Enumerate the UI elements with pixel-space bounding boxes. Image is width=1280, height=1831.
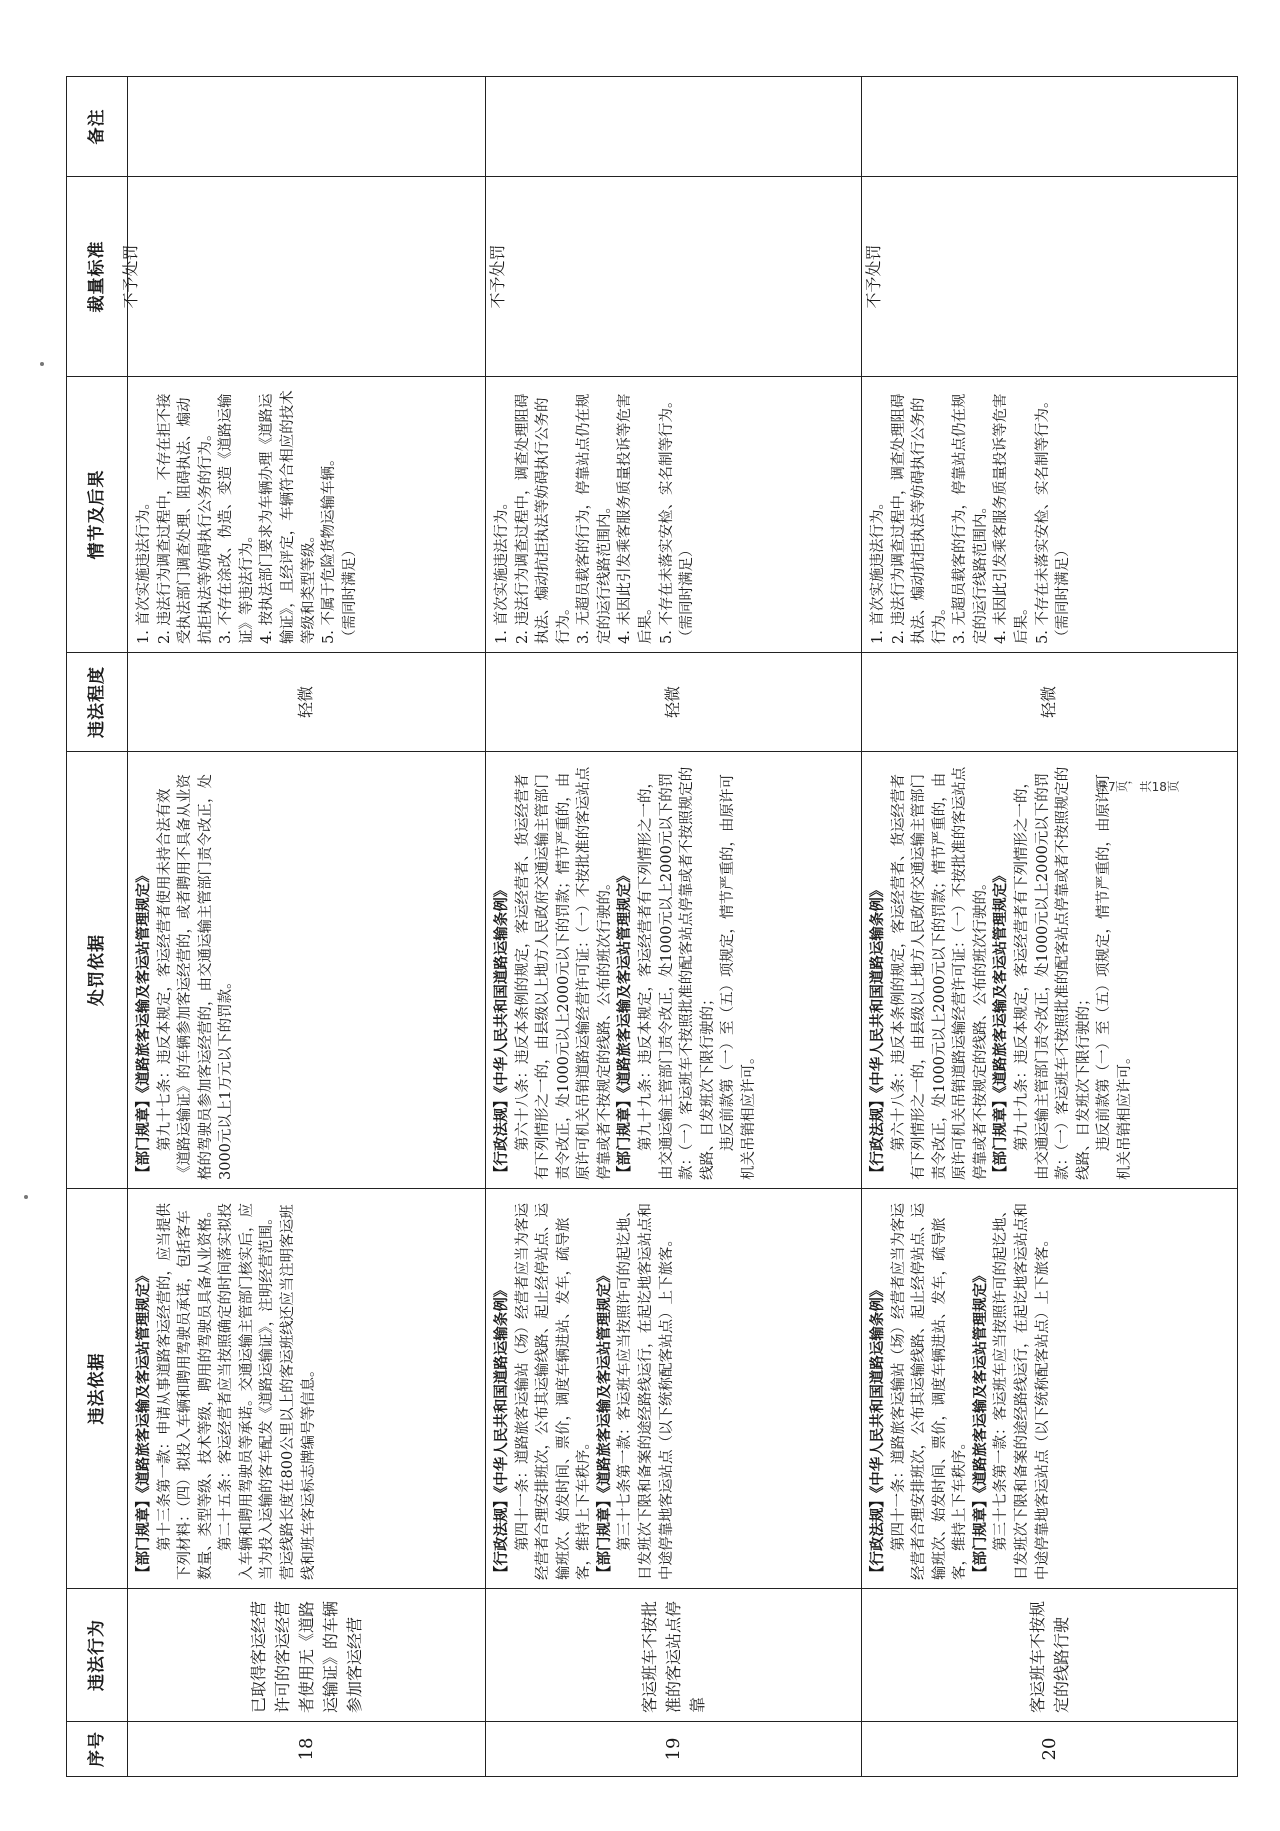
basis-cell: [862, 1189, 1238, 1589]
header-basis: 违法依据: [67, 1189, 128, 1589]
basis-cell: [486, 1189, 862, 1589]
header-degree: 违法程度: [67, 653, 128, 752]
penalty-cell: [862, 752, 1238, 1189]
standard-value: 不予处罚: [121, 244, 141, 309]
standard-cell: [862, 177, 1238, 377]
basis-clause: 第三十七条第一款：客运班车应当按照许可的起讫地、日发班次下限和备案的途经路线运行，在起讫地客运站点和中途停靠地客运站点（以下统称配客站点）上下旅客。: [617, 1203, 675, 1580]
basis-clause: 第四十一条：道路旅客运输站（场）经营者应当为客运经营者合理安排班次，公布其运输线路、起止经停站点、运输班次、始发时间、票价，调度车辆进站、发车，疏导旅客，维持上下车秩序。: [890, 1203, 969, 1580]
degree-value: 轻微: [1039, 686, 1059, 719]
penalty-source-title: 【部门规章】《道路旅客运输及客运站管理规定》: [992, 868, 1010, 1180]
table-row: [486, 77, 862, 1777]
circumstance-item: 5. 不存在未落实安检、实名制等行为。: [1034, 393, 1051, 644]
circumstance-item: 4. 按执法部门要求为车辆办理《道路运输证》，且经评定，车辆符合相应的技术等级和类型等级。: [259, 390, 317, 644]
act-cell: [486, 1589, 862, 1722]
standard-cell: [486, 177, 862, 377]
remark-cell: [486, 77, 862, 177]
penalty-clause: 违反前款第（一）至（五）项规定，情节严重的，由原许可机关吊销相应许可。: [720, 774, 757, 1180]
circumstance-item: 3. 无超员载客的行为，停靠站点仍在规定的运行线路范围内。: [952, 393, 989, 644]
circumstance-item: 3. 不存在涂改、伪造、变造《道路运输证》等违法行为。: [218, 393, 255, 644]
basis-source-title: 【行政法规】《中华人民共和国道路运输条例》: [869, 1282, 886, 1580]
circumstance-item: （需同时满足）: [341, 542, 358, 644]
standard-cell: [121, 177, 486, 377]
header-seq: 序号: [67, 1722, 128, 1777]
penalty-clause: 第六十八条：违反本条例的规定，客运经营者、货运经营者有下列情形之一的，由县级以上地方人民政府交通运输主管部门责令改正，处1000元以上2000元以下的罚款；情节严重的，由原许可机关吊销道路运输经营许可证：（一）不按批准的客运站点停靠或者不按规定的线路、公布的班次行驶的。: [514, 766, 613, 1180]
circumstance-item: 2. 违法行为调查过程中，调查处理阻碍执法、煽动抗拒执法等妨碍执行公务的行为。: [890, 393, 948, 644]
circumstance-item: 1. 首次实施违法行为。: [870, 495, 886, 644]
penalty-clause: 第九十九条：违反本规定，客运经营者有下列情形之一的，由交通运输主管部门责令改正，处1000元以上2000元以下的罚款：（一）客运班车不按照批准的配客站点停靠或者不按照规定的线路、日发班次下限行驶的；: [1014, 766, 1092, 1180]
degree-cell: [486, 653, 862, 752]
degree-value: 轻微: [663, 686, 683, 719]
header-remark: 备注: [67, 77, 128, 177]
seq-number: 19: [662, 1737, 684, 1761]
circumstance-item: 4. 未因此引发乘客服务质量投诉等危害后果。: [617, 393, 655, 644]
rotated-page: [66, 77, 1226, 1777]
standard-value: 不予处罚: [488, 244, 508, 309]
basis-source-title: 【部门规章】《道路旅客运输及客运站管理规定》: [135, 1268, 152, 1580]
circumstance-item: 1. 首次实施违法行为。: [494, 495, 510, 644]
circumstance-item: 1. 首次实施违法行为。: [136, 495, 152, 644]
penalty-discretion-table: [66, 76, 1238, 1777]
scan-speck: [40, 362, 44, 366]
circumstance-cell: [486, 377, 862, 653]
seq-cell: [862, 1722, 1238, 1777]
basis-clause: 第四十一条：道路旅客运输站（场）经营者应当为客运经营者合理安排班次，公布其运输线路、起止经停站点、运输班次、始发时间、票价，调度车辆进站、发车，疏导旅客，维持上下车秩序。: [514, 1203, 593, 1580]
degree-cell: [128, 653, 486, 752]
seq-cell: [128, 1722, 486, 1777]
basis-source-title: 【行政法规】《中华人民共和国道路运输条例》: [493, 1282, 510, 1580]
act-cell: [128, 1589, 486, 1722]
penalty-source-title: 【行政法规】《中华人民共和国道路运输条例》: [869, 882, 886, 1180]
circumstance-item: 5. 不属于危险货物运输车辆。: [321, 451, 338, 644]
circumstance-item: 3. 无超员载客的行为，停靠站点仍在规定的运行线路范围内。: [576, 393, 613, 644]
circumstance-cell: [128, 377, 486, 653]
basis-clause: 第二十五条：客运经营者应当按照确定的时间落实拟投入车辆和聘用驾驶员等承诺。交通运输主管部门核实后，应当为投入运输的客车配发《道路运输证》，注明经营范围。营运线路长度在800公里以上的客运班线还应当注明客运班线和班车客运标志牌编号等信息。: [218, 1203, 317, 1580]
violation-act: 客运班车不按批准的客运站点停靠: [639, 1600, 707, 1713]
seq-number: 20: [1038, 1737, 1060, 1761]
seq-number: 18: [295, 1737, 317, 1761]
circumstance-item: 4. 未因此引发乘客服务质量投诉等危害后果。: [993, 393, 1031, 644]
circumstance-item: 5. 不存在未落实安检、实名制等行为。: [658, 393, 675, 644]
header-penalty: 处罚依据: [67, 752, 128, 1189]
circumstance-cell: [862, 377, 1238, 653]
basis-cell: [128, 1189, 486, 1589]
penalty-clause: 第九十九条：违反本规定，客运经营者有下列情形之一的，由交通运输主管部门责令改正，处1000元以上2000元以下的罚款：（一）客运班车不按照批准的配客站点停靠或者不按照规定的线路、日发班次下限行驶的；: [638, 766, 716, 1180]
basis-source-title: 【部门规章】《道路旅客运输及客运站管理规定》: [595, 1268, 613, 1580]
header-act: 违法行为: [67, 1589, 128, 1722]
penalty-source-title: 【部门规章】《道路旅客运输及客运站管理规定》: [616, 868, 634, 1180]
degree-value: 轻微: [296, 686, 316, 719]
penalty-clause: 违反前款第（一）至（五）项规定，情节严重的，由原许可机关吊销相应许可。: [1096, 774, 1133, 1180]
remark-cell: [128, 77, 486, 177]
header-standard: 裁量标准: [67, 177, 128, 377]
page-footer: 第7页，共18页: [1096, 780, 1179, 794]
circumstance-item: 2. 违法行为调查过程中，不存在拒不接受执法部门调查处理、阻碍执法、煽动抗拒执法等妨碍执行公务的行为。: [156, 393, 214, 644]
degree-cell: [862, 653, 1238, 752]
seq-cell: [486, 1722, 862, 1777]
penalty-clause: 第九十七条：违反本规定，客运经营者使用未持合法有效《道路运输证》的车辆参加客运经营的，或者聘用不具备从业资格的驾驶员参加客运经营的，由交通运输主管部门责令改正，处3000元以上1万元以下的罚款。: [156, 774, 235, 1180]
circumstance-item: （需同时满足）: [679, 542, 696, 644]
penalty-clause: 第六十八条：违反本条例的规定，客运经营者、货运经营者有下列情形之一的，由县级以上地方人民政府交通运输主管部门责令改正，处1000元以上2000元以下的罚款；情节严重的，由原许可机关吊销道路运输经营许可证：（一）不按批准的客运站点停靠或者不按规定的线路、公布的班次行驶的。: [890, 766, 989, 1180]
table-row: [128, 77, 486, 1777]
remark-cell: [862, 77, 1238, 177]
penalty-source-title: 【行政法规】《中华人民共和国道路运输条例》: [493, 882, 510, 1180]
basis-clause: 第三十七条第一款：客运班车应当按照许可的起讫地、日发班次下限和备案的途经路线运行，在起讫地客运站点和中途停靠地客运站点（以下统称配客站点）上下旅客。: [993, 1203, 1051, 1580]
standard-value: 不予处罚: [864, 244, 884, 309]
penalty-cell: [128, 752, 486, 1189]
violation-act: 已取得客运经营许可的客运经营者使用无《道路运输证》的车辆参加客运经营: [248, 1600, 364, 1713]
basis-source-title: 【部门规章】《道路旅客运输及客运站管理规定》: [971, 1268, 989, 1580]
scan-speck: [24, 1195, 28, 1199]
penalty-source-title: 【部门规章】《道路旅客运输及客运站管理规定》: [135, 868, 152, 1180]
table-row: [862, 77, 1238, 1777]
penalty-cell: [486, 752, 862, 1189]
violation-act: 客运班车不按规定的线路行驶: [1027, 1600, 1071, 1713]
table-header-row: [67, 77, 128, 1777]
header-circumstance: 情节及后果: [67, 377, 128, 653]
circumstance-item: （需同时满足）: [1055, 542, 1072, 644]
act-cell: [862, 1589, 1238, 1722]
circumstance-item: 2. 违法行为调查过程中，调查处理阻碍执法、煽动抗拒执法等妨碍执行公务的行为。: [514, 393, 572, 644]
basis-clause: 第十三条第一款：申请从事道路客运经营的，应当提供下列材料：（四）拟投入车辆和聘用驾驶员承诺，包括客车数量、类型等级、技术等级，聘用的驾驶员具备从业资格。: [156, 1203, 214, 1580]
